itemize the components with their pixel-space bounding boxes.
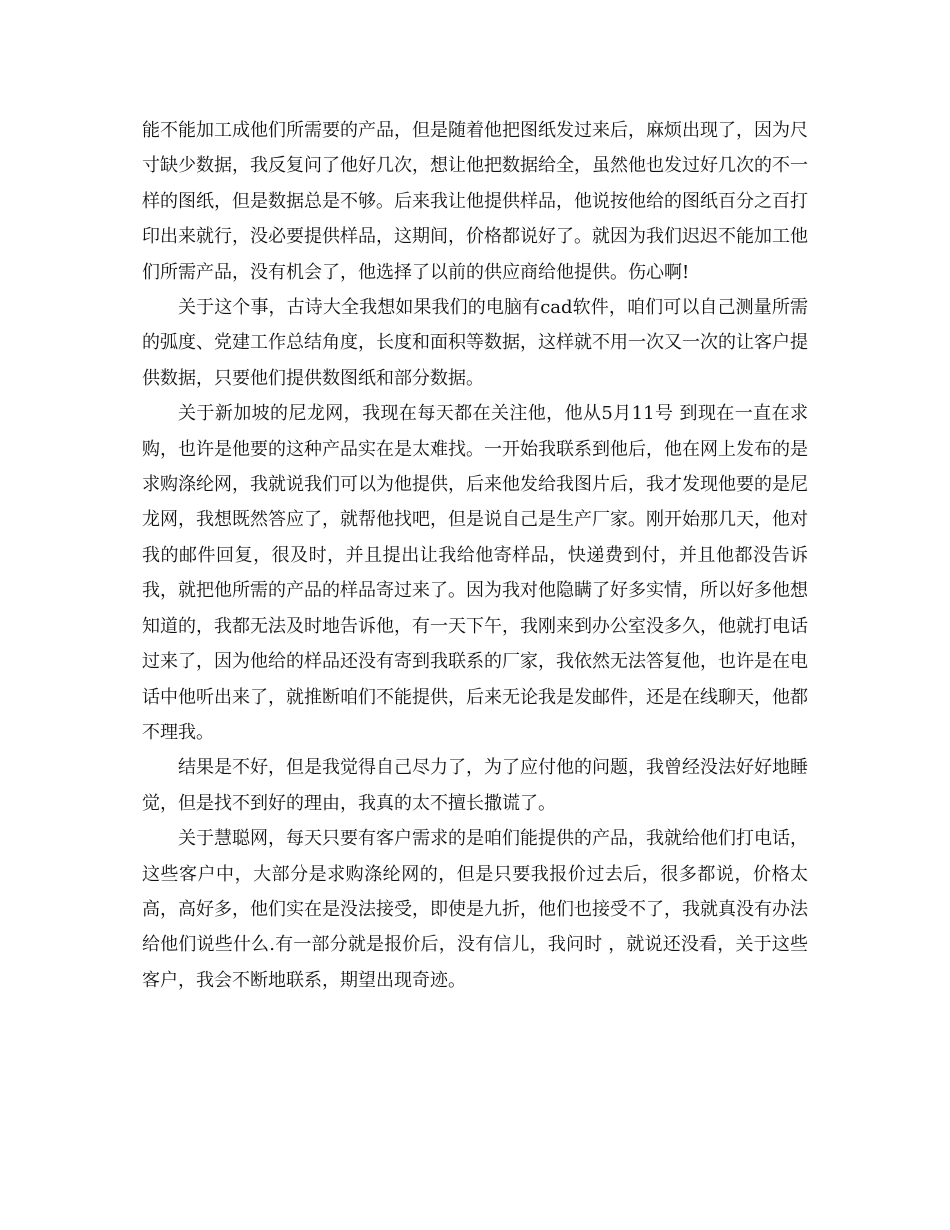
paragraph-cad-software: 关于这个事，古诗大全我想如果我们的电脑有cad软件，咱们可以自己测量所需的弧度、党建工作总结角度，长度和面积等数据，这样就不用一次又一次的让客户提供数据，只要他们提供数图纸和部分数据。 [142, 297, 808, 389]
document-page [142, 113, 808, 998]
paragraph-huicong-net: 关于慧聪网，每天只要有客户需求的是咱们能提供的产品，我就给他们打电话，这些客户中，大部分是求购涤纶网的，但是只要我报价过去后，很多都说，价格太高，高好多，他们实在是没法接受，即使是九折，他们也接受不了，我就真没有办法给他们说些什么.有一部分就是报价后，没有信儿，我问时 ，就说还没看，关于这些客户，我会不断地联系，期望出现奇迹。 [142, 828, 808, 991]
paragraph-singapore-nylon-net: 关于新加坡的尼龙网，我现在每天都在关注他，他从5月11号 到现在一直在求购，也许是他要的这种产品实在是太难找。一开始我联系到他后，他在网上发布的是求购涤纶网，我就说我们可以为他提供，后来他发给我图片后，我才发现他要的是尼龙网，我想既然答应了，就帮他找吧，但是说自己是生产厂家。刚开始那几天，他对我的邮件回复，很及时，并且提出让我给他寄样品，快递费到付，并且他都没告诉我，就把他所需的产品的样品寄过来了。因为我对他隐瞒了好多实情，所以好多他想知道的，我都无法及时地告诉他，有一天下午，我刚来到办公室没多久，他就打电话过来了，因为他给的样品还没有寄到我联系的厂家，我依然无法答复他，也许是在电话中他听出来了，就推断咱们不能提供，后来无论我是发邮件，还是在线聊天，他都不理我。 [142, 403, 808, 743]
paragraph-result: 结果是不好，但是我觉得自己尽力了，为了应付他的问题，我曾经没法好好地睡觉，但是找不到好的理由，我真的太不擅长撒谎了。 [142, 757, 808, 814]
paragraph-continuation: 能不能加工成他们所需要的产品，但是随着他把图纸发过来后，麻烦出现了，因为尺寸缺少数据，我反复问了他好几次，想让他把数据给全，虽然他也发过好几次的不一样的图纸，但是数据总是不够。后来我让他提供样品，他说按他给的图纸百分之百打印出来就行，没必要提供样品，这期间，价格都说好了。就因为我们迟迟不能加工他们所需产品，没有机会了，他选择了以前的供应商给他提供。伤心啊! [142, 120, 808, 283]
